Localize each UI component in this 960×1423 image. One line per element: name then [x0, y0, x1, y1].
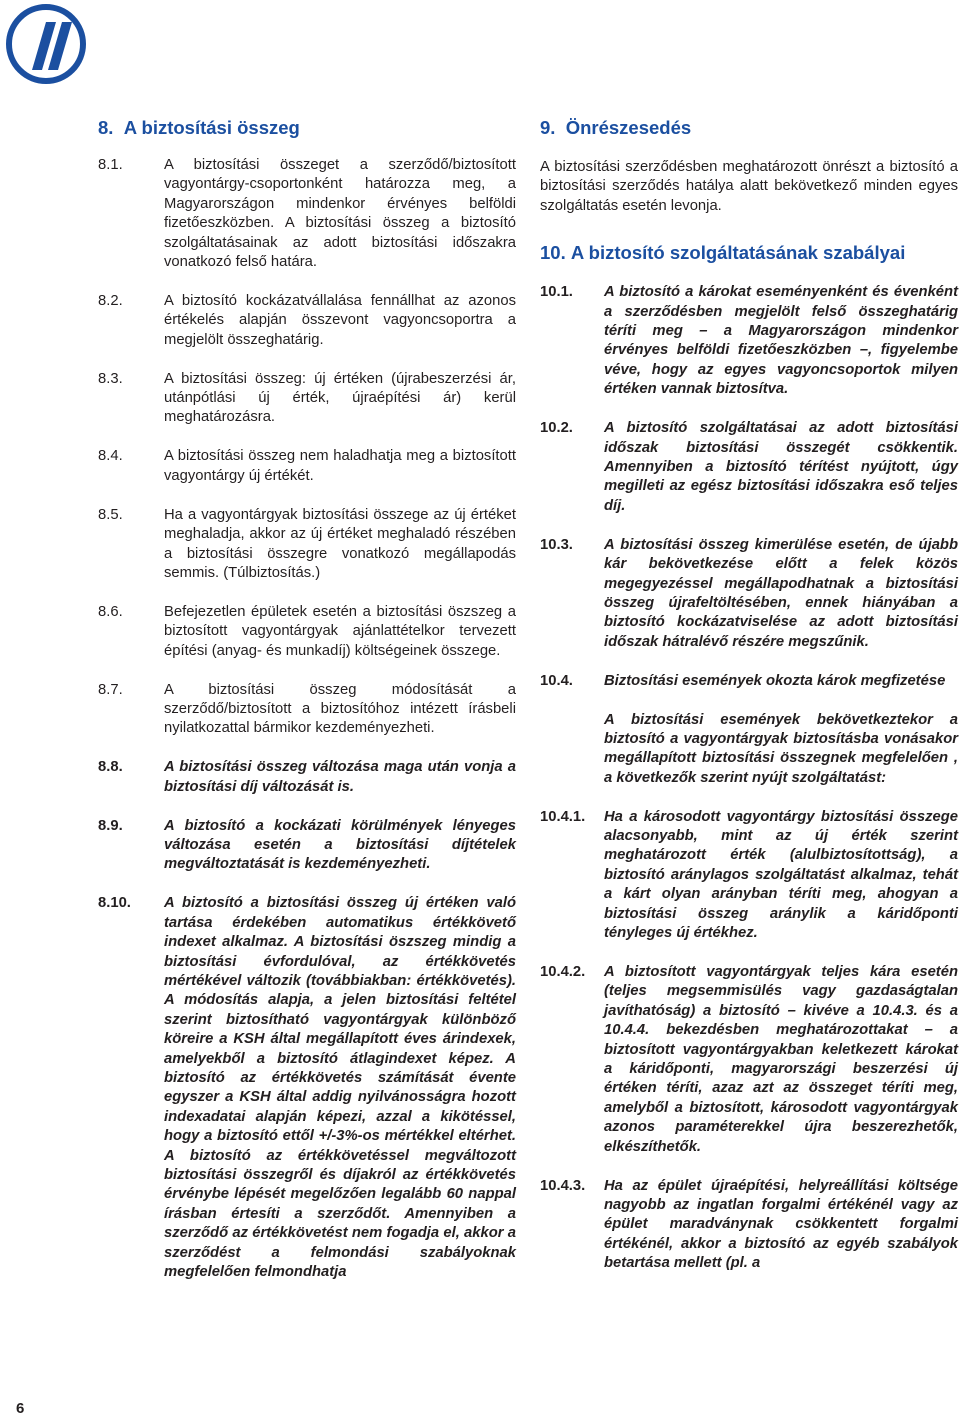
clause-number: 10.4.1. — [540, 808, 586, 825]
clause-item — [540, 283, 958, 399]
clause-number: 8.10. — [98, 895, 131, 912]
section-8-items — [98, 156, 516, 1282]
clause-number: 8.3. — [98, 370, 123, 387]
clause-number: 8.5. — [98, 506, 123, 523]
clause-item — [98, 370, 516, 428]
clause-text: Biztosítási események okozta károk megfizetése — [604, 672, 946, 689]
clause-item — [98, 292, 516, 350]
clause-text: A biztosító szolgáltatásai az adott biztosítási időszak biztosítási összegét csökkentik. Amennyiben a biztosító térítést nyújtott, úgy megilleti az egész biztosítási időszakra eső teljes díj. — [604, 420, 958, 514]
clause-number: 8.2. — [98, 292, 123, 309]
section-10-4-subitems — [540, 808, 958, 1274]
clause-text: A biztosító kockázatvállalása fennállhat az azonos értékelés alapján összevont vagyoncsoportra a megjelölt összeghatárig. — [164, 292, 516, 348]
clause-text: A biztosítási összeg: új értéken (újrabeszerzési ár, utánpótlási új érték, újraépítési ár) kerül meghatározásra. — [164, 370, 516, 426]
clause-item — [540, 963, 958, 1157]
clause-text: A biztosító a károkat eseményenként és évenként a szerződésben megjelölt felső összeghatárig téríti meg – a Magyarországon mindenkor érvényes belföldi fizetőeszközben –, figyelembe véve, hogy az egyes vagyoncsoportok milyen értéken vannak biztosítva. — [604, 284, 958, 398]
clause-item — [98, 447, 516, 486]
clause-number: 8.9. — [98, 817, 123, 834]
clause-number: 10.3. — [540, 536, 573, 553]
clause-item — [540, 1177, 958, 1274]
clause-text: A biztosított vagyontárgyak teljes kára esetén (teljes megsemmisülés vagy gazdaságtalan javíthatóság) a biztosító – kivéve a 10.4.3. és a 10.4.4. bekezdésben meghatározottakat – a biztosított vagyontárgyakban keletkezett károkat a káridőponti, magyarországi beszerzési új értéken téríti, azaz azt az összeget téríti meg, amelyből a biztosított, károsodott vagyontárgyak azonos paraméterekkel újra beszerezhetők, elkészíthetők. — [604, 964, 958, 1155]
clause-number: 8.1. — [98, 157, 123, 173]
clause-item — [98, 817, 516, 875]
clause-number: 10.4.3. — [540, 1177, 586, 1194]
clause-item — [540, 419, 958, 516]
clause-text: A biztosítási összeget a szerződő/biztosított vagyontárgy-csoportonként határozza meg, a Magyarországon mindenkor érvényes belföldi fizetőeszközben. A biztosítási összeg a biztosító szolgáltatásainak az adott biztosítási időszakra vonatkozó felső határa. — [164, 157, 516, 271]
section-10-4-paragraph: A biztosítási események bekövetkeztekor a biztosító a vagyontárgyak biztosításba vonásakor megállapított biztosítási összegnek megfelelően , a következők szerint nyújt szolgáltatást: — [604, 711, 958, 786]
clause-item — [98, 603, 516, 661]
insurer-logo-icon — [6, 4, 86, 84]
clause-item — [98, 758, 516, 797]
section-9-paragraph: A biztosítási szerződésben meghatározott önrészt a biztosító a biztosítási szerződés hatálya alatt bekövetkező minden egyes szolgáltatás esetén levonja. — [540, 159, 958, 214]
clause-text: Befejezetlen épületek esetén a biztosítási öszszeg a biztosított vagyontárgyak ajánlattételkor tervezett építési (anyag- és munkadíj) költségeinek összege. — [164, 603, 516, 659]
clause-text: A biztosítási összeg kimerülése esetén, de újabb kár bekövetkezése előtt a felek közös megegyezéssel megállapodhatnak a biztosítási összeg újrafeltöltésében, ennek hiányában a biztosító kockázatviselése az adott biztosítási időszak hátralévő részére megszűnik. — [604, 536, 958, 650]
clause-item — [98, 506, 516, 584]
clause-text: A biztosítási összeg módosítását a szerződő/biztosított a biztosítóhoz intézett írásbeli nyilatkozattal bármikor kezdeményezheti. — [164, 681, 516, 737]
section-9-heading: 9. Önrészesedés — [540, 117, 692, 138]
page-number: 6 — [16, 1400, 25, 1417]
clause-text: A biztosítási összeg nem haladhatja meg a biztosított vagyontárgy új értékét. — [164, 448, 516, 484]
clause-number: 10.2. — [540, 420, 573, 437]
clause-text: A biztosítási összeg változása maga után vonja a biztosítási díj változását is. — [164, 759, 516, 795]
clause-number: 10.1. — [540, 284, 573, 301]
clause-number: 8.7. — [98, 681, 123, 698]
clause-item — [98, 894, 516, 1282]
clause-text: Ha a vagyontárgyak biztosítási összege az új értéket meghaladja, akkor az új értéket meghaladó részében a biztosítási összegre vonatkozó megállapodás semmis. (Túlbiztosítás.) — [164, 506, 516, 581]
right-column — [540, 116, 958, 1293]
clause-item — [98, 681, 516, 739]
clause-number: 10.4. — [540, 672, 573, 689]
section-10-heading: 10. A biztosító szolgáltatásának szabályai — [540, 242, 906, 264]
section-10-items — [540, 283, 958, 691]
clause-text: A biztosító a biztosítási összeg új értéken való tartása érdekében automatikus értékkövető indexet alkalmaz. A biztosítási öszszeg mindig a biztosítási évfordulóval, az értékkövetés mértékével változik (továbbiakban: értékkövetés). A módosítás alapja, a jelen biztosítási feltétel szerint biztosítható vagyontárgyak különböző köreire a KSH által megállapított éves árindexek, amelyekből a biztosító átlagindexet képez. A biztosító az értékkövetés számítását évente egyszer a KSH által addig nyilvánosságra hozott indexadatai alapján képezi, azzal a kikötéssel, hogy a biztosító ettől +/-3%-os mértékkel eltérhet. A biztosító az értékkövetéssel megváltozott biztosítási összegről és díjakról az értékkövetés érvénybe lépését megelőzően legalább 60 nappal írásban értesíti a szerződőt. Amennyiben a szerződő az értékkövetést nem fogadja el, akkor a szerződést a felmondási szabályoknak megfelelően felmondhatja — [164, 895, 516, 1280]
clause-item — [540, 536, 958, 652]
clause-item — [98, 156, 516, 272]
clause-item — [540, 672, 958, 691]
clause-number: 8.6. — [98, 603, 123, 620]
clause-item — [540, 808, 958, 944]
clause-text: Ha az épület újraépítési, helyreállítási költsége nagyobb az ingatlan forgalmi értékénél vagy az épület maradványnak csökkentett forgalmi értékénél, akkor a biztosító az egyéb szabályok betartása mellett (pl. a — [604, 1177, 958, 1272]
clause-number: 8.8. — [98, 759, 123, 776]
clause-text: Ha a károsodott vagyontárgy biztosítási összege alacsonyabb, mint az új érték szerint meghatározott érték (alulbiztosítottság), a biztosító aránylagos szolgáltatást alkalmaz, tehát a kárt olyan arányban téríti meg, ahogyan a biztosítási összeg aránylik a káridőponti tényleges új értékhez. — [604, 808, 958, 942]
left-column — [98, 116, 516, 1302]
clause-number: 10.4.2. — [540, 964, 586, 980]
section-8-heading: 8. A biztosítási összeg — [98, 117, 300, 138]
clause-number: 8.4. — [98, 448, 123, 465]
clause-text: A biztosító a kockázati körülmények lényeges változása esetén a biztosítási díjtételek megváltoztatását is kezdeményezheti. — [164, 817, 516, 873]
